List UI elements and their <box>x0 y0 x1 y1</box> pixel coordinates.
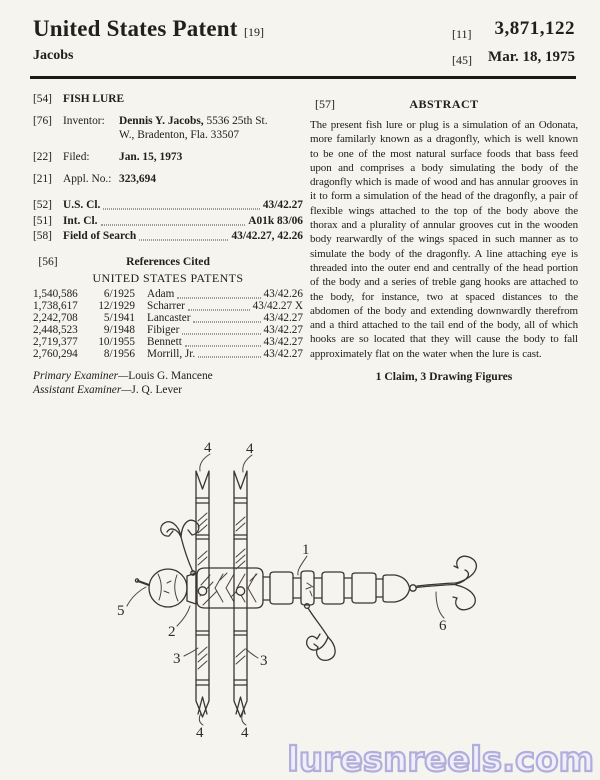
ref-number: 2,760,294 <box>33 347 78 360</box>
primary-examiner <box>33 370 303 384</box>
figure-label-wing-tip: 4 <box>241 725 249 741</box>
header-rule <box>30 76 576 79</box>
inventor-value <box>119 114 303 142</box>
page-title: United States Patent <box>33 16 238 41</box>
ref-class: 43/42.27 <box>263 323 303 336</box>
inventor-surname: Jacobs <box>33 48 74 63</box>
figure-reference-numerals <box>117 440 447 741</box>
lure-body-segments <box>263 571 416 605</box>
abstract-title: ABSTRACT <box>409 97 479 111</box>
figure-label-tail-hook: 6 <box>439 618 447 634</box>
dotted-leader <box>193 321 260 322</box>
ref-date: 10/1955 <box>98 335 135 348</box>
references-subheading: UNITED STATES PATENTS <box>92 271 244 285</box>
assistant-examiner <box>33 384 303 398</box>
table-row <box>33 313 303 325</box>
ref-name: Fibiger <box>147 323 180 336</box>
field-code: [22] <box>33 151 52 163</box>
ref-date: 8/1956 <box>103 347 135 360</box>
filed-label: Filed: <box>63 151 90 163</box>
ref-name: Scharrer <box>147 299 185 312</box>
field-code: [52] <box>33 199 52 211</box>
field-code: [76] <box>33 115 52 127</box>
dotted-leader <box>177 297 260 298</box>
table-row <box>33 349 303 361</box>
title-field <box>33 92 303 106</box>
ref-class: 43/42.26 <box>263 288 303 300</box>
search-label: Field of Search <box>63 230 137 242</box>
references-table <box>33 289 303 360</box>
dotted-leader <box>198 357 260 358</box>
patent-date: Mar. 18, 1975 <box>488 49 575 65</box>
abstract-text: The present fish lure or plug is a simulation of an Odonata, more familarly known as a dragonfly, which is well known to be one of the most natural surface foods that bass feed upon and comprises a body simulating the body of the dragonfly which is made of wood and has annular grooves in it to form a simulation of the head of the dragonfly, a pair of flexible wings attached to the top of the body above the thorax and a plurality of annular grooves cut in the wooden body rearwardly of the wings spaced in such manner as to simulate the body of the dragonfly. A line attaching eye is threaded into the outer end and centrally of the head portion of the body and a series of treble gang hooks are attached to the body, for instance, two at spaced distances to the abdomen of the body and extending downwardly therefrom and a third attached to the tail end of the body, all of which hooks are so located that they will cause the body to fall approximately flat on the water when the lure is cast. <box>310 119 578 360</box>
tail-treble-hook <box>416 556 476 609</box>
field-code: [58] <box>33 230 52 242</box>
references-title: References Cited <box>126 255 210 268</box>
inventor-addr1: 5536 25th St. <box>206 115 268 127</box>
ref-date: 9/1948 <box>103 323 135 336</box>
middle-treble-hook <box>305 604 336 661</box>
filed-field <box>33 150 303 164</box>
dotted-leader <box>185 345 261 346</box>
ref-name: Bennett <box>147 335 182 348</box>
ref-date: 5/1941 <box>103 311 135 324</box>
ref-class: 43/42.27 <box>263 347 303 360</box>
int-class-value: A01k 83/06 <box>248 214 303 227</box>
front-treble-hook <box>161 520 199 575</box>
kind-code: [19] <box>244 25 264 39</box>
field-code: [56] <box>38 255 58 268</box>
figure-label-body: 1 <box>302 542 310 558</box>
us-class-row <box>33 198 303 212</box>
ref-class: 43/42.27 <box>263 335 303 348</box>
references-heading <box>33 255 303 269</box>
us-class-label: U.S. Cl. <box>63 199 101 211</box>
dotted-leader <box>182 333 260 334</box>
inventor-field <box>33 114 303 142</box>
classification-block <box>33 198 303 243</box>
search-value: 43/42.27, 42.26 <box>231 230 303 242</box>
dotted-leader <box>103 209 259 210</box>
field-of-search-row <box>33 229 303 243</box>
field-code: [21] <box>33 173 52 185</box>
abstract-heading <box>310 97 578 112</box>
ref-date: 12/1929 <box>98 299 135 312</box>
fish-lure-drawing <box>60 425 540 755</box>
inventor-label: Inventor: <box>63 115 105 127</box>
primary-examiner-name: Louis G. Mancene <box>128 370 213 383</box>
us-class-value: 43/42.27 <box>262 199 303 211</box>
figure-label-line-eye: 5 <box>117 603 125 619</box>
claims-line: 1 Claim, 3 Drawing Figures <box>375 370 513 384</box>
assistant-examiner-name: J. Q. Lever <box>131 383 183 396</box>
dotted-leader <box>188 309 250 310</box>
int-class-label: Int. Cl. <box>63 214 98 227</box>
field-code: [57] <box>315 97 335 111</box>
figure-label-wing-tip: 4 <box>204 440 212 456</box>
ref-number: 2,242,708 <box>33 311 78 324</box>
appl-label: Appl. No.: <box>63 173 112 185</box>
ref-name: Adam <box>147 288 175 300</box>
filed-date: Jan. 15, 1973 <box>119 151 183 163</box>
table-row <box>33 325 303 337</box>
figure-label-wing-tip: 4 <box>246 441 254 457</box>
dotted-leader <box>139 240 228 241</box>
ref-class: 43/42.27 X <box>252 299 303 312</box>
primary-examiner-label: Primary Examiner— <box>33 370 129 383</box>
table-row <box>33 337 303 349</box>
ref-number: 2,448,523 <box>33 323 78 336</box>
ref-number: 2,719,377 <box>33 335 78 348</box>
abstract-column <box>310 92 578 383</box>
ref-number: 1,540,586 <box>33 288 78 300</box>
bibliographic-column <box>33 92 303 397</box>
lure-thorax <box>197 568 263 608</box>
application-field <box>33 172 303 186</box>
ref-date: 6/1925 <box>103 288 135 300</box>
inventor-name: Dennis Y. Jacobs, <box>119 115 204 127</box>
assistant-examiner-label: Assistant Examiner— <box>33 383 132 396</box>
figure-label-neck: 2 <box>168 624 176 640</box>
figure-label-wing-left: 3 <box>173 651 181 667</box>
examiners-block <box>33 370 303 397</box>
field-code: [51] <box>33 214 52 227</box>
appl-number: 323,694 <box>119 173 157 185</box>
wing-screw-eyes <box>198 587 244 595</box>
patent-number-code: [11] <box>452 27 472 41</box>
ref-name: Morrill, Jr. <box>147 347 196 360</box>
field-code: [54] <box>33 93 52 105</box>
date-code: [45] <box>452 53 472 67</box>
ref-name: Lancaster <box>147 311 191 324</box>
figure-label-wing-tip: 4 <box>196 725 204 741</box>
ref-class: 43/42.27 <box>263 311 303 324</box>
dotted-leader <box>101 224 246 225</box>
patent-figure <box>60 425 540 755</box>
inventor-addr2: W., Bradenton, Fla. 33507 <box>119 129 240 141</box>
int-class-row <box>33 214 303 228</box>
invention-title: FISH LURE <box>63 93 125 105</box>
watermark: luresnreels.com <box>287 740 594 780</box>
patent-number: 3,871,122 <box>494 18 575 39</box>
ref-number: 1,738,617 <box>33 299 78 312</box>
figure-label-wing-right: 3 <box>260 653 268 669</box>
